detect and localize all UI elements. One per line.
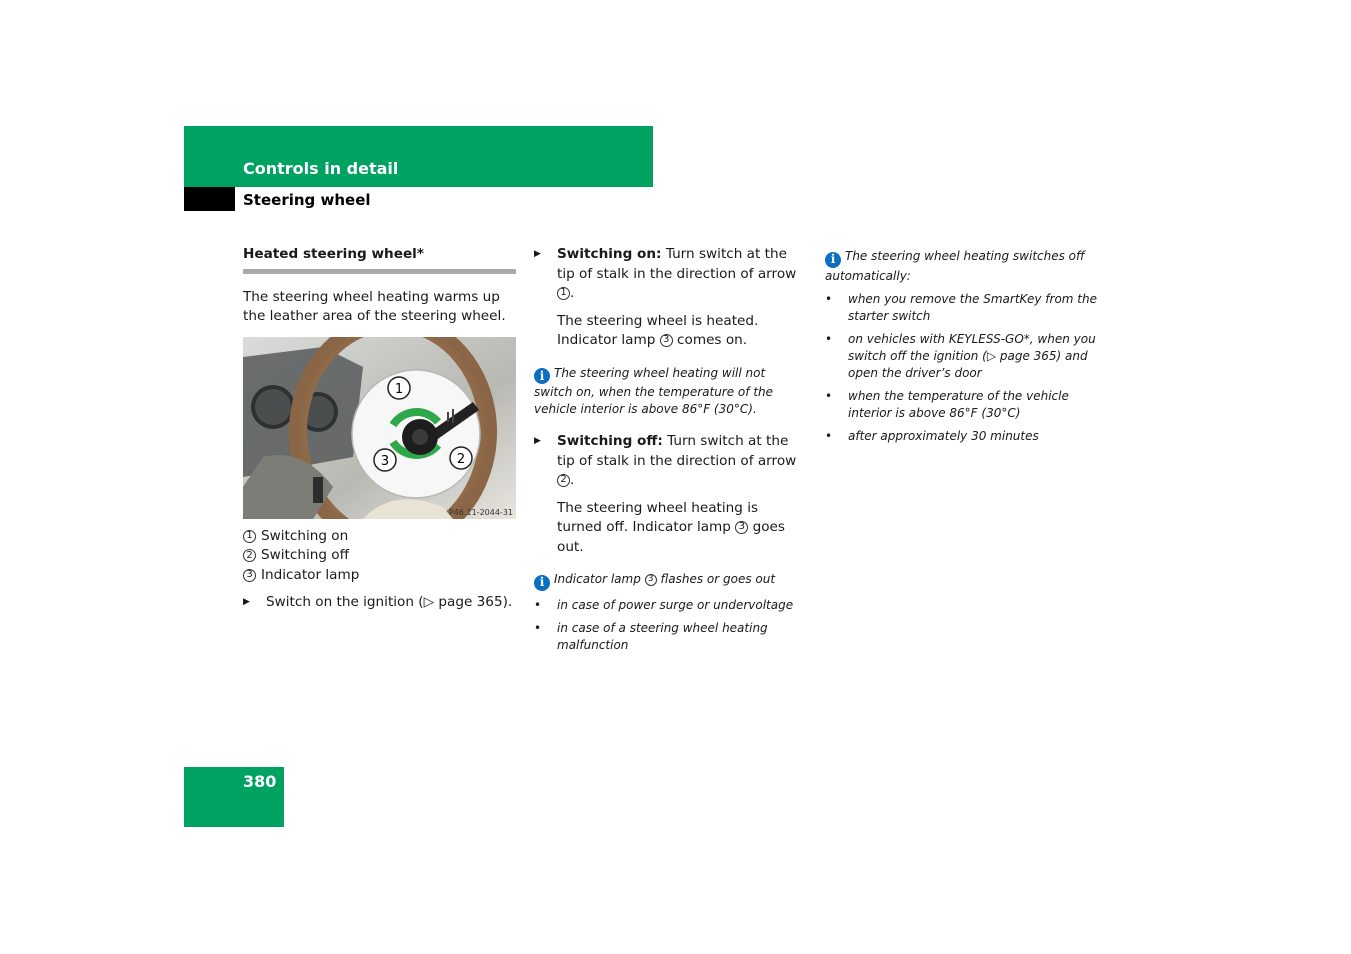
column-2 xyxy=(534,245,806,654)
step-text-part: Switch on the ignition ( xyxy=(266,594,424,610)
step-label: Switching on: xyxy=(557,246,662,262)
instruction-step-switch-off xyxy=(534,432,806,491)
instruction-step xyxy=(243,593,516,613)
bullet-icon: • xyxy=(825,388,833,403)
legend-item xyxy=(243,527,516,547)
figure-legend xyxy=(243,527,516,586)
legend-text: Switching on xyxy=(261,527,349,544)
list-item xyxy=(825,388,1101,422)
result-switch-off xyxy=(534,499,806,558)
steering-stalk-illustration xyxy=(243,337,516,519)
step-text-part: . xyxy=(570,472,575,488)
intro-paragraph: The steering wheel heating warms up the leather area of the steering wheel. xyxy=(243,288,506,324)
step-text-part: ). xyxy=(502,594,513,610)
bullet-icon: • xyxy=(534,597,542,612)
callout-number: 1 xyxy=(243,530,256,543)
callout-number: 3 xyxy=(645,574,657,586)
list-item xyxy=(825,331,1101,382)
info-text: The steering wheel heating switches off automatically: xyxy=(825,249,1085,283)
result-text-part: The steering wheel is heated. Indicator lamp xyxy=(557,312,759,348)
list-item-text: in case of a steering wheel heating malfunction xyxy=(557,620,768,652)
column-3 xyxy=(825,248,1101,445)
callout-number: 3 xyxy=(735,521,748,534)
step-text xyxy=(557,432,806,491)
legend-text: Indicator lamp xyxy=(261,566,360,583)
step-text-part: Turn switch at the tip of stalk in the direction of arrow xyxy=(557,433,797,469)
callout-number: 3 xyxy=(243,569,256,582)
section-tab-marker xyxy=(184,187,235,211)
callout-2: 2 xyxy=(456,451,466,467)
topic-heading: Heated steering wheel* xyxy=(243,245,516,274)
bullet-icon: • xyxy=(825,428,833,443)
step-text-part: . xyxy=(570,285,575,301)
info-icon: i xyxy=(534,368,550,384)
result-switch-on xyxy=(534,312,806,351)
list-item xyxy=(825,291,1101,325)
step-text xyxy=(557,245,806,304)
page-reference-link[interactable]: ▷ page 365 xyxy=(423,594,503,610)
step-text-part: Turn switch at the tip of stalk in the direction of arrow xyxy=(557,246,797,282)
bullet-icon: • xyxy=(534,620,542,635)
list-item xyxy=(534,620,806,654)
info-icon: i xyxy=(534,575,550,591)
legend-item xyxy=(243,546,516,566)
result-text-part: goes out. xyxy=(557,519,785,555)
callout-1: 1 xyxy=(394,381,404,397)
step-arrow-icon: ▶ xyxy=(534,436,541,446)
result-text-part: comes on. xyxy=(677,332,748,348)
step-text xyxy=(266,593,516,613)
legend-item xyxy=(243,566,516,586)
info-note-indicator xyxy=(534,571,806,591)
step-label: Switching off: xyxy=(557,433,663,449)
step-arrow-icon: ▶ xyxy=(243,597,250,607)
callout-number: 1 xyxy=(557,287,570,300)
steering-stalk-figure xyxy=(243,337,516,519)
list-item xyxy=(825,428,1101,445)
info-note-auto-off xyxy=(825,248,1101,285)
list-item xyxy=(534,597,806,614)
list-item-text: on vehicles with KEYLESS-GO*, when you switch off the ignition (▷ page 365) and open the driver’s door xyxy=(848,331,1096,380)
info-note-temperature xyxy=(534,365,806,419)
callout-number: 3 xyxy=(660,334,673,347)
info-icon: i xyxy=(825,252,841,268)
result-text-part: The steering wheel heating is turned off. Indicator lamp xyxy=(557,499,759,535)
step-arrow-icon: ▶ xyxy=(534,249,541,259)
page-number: 380 xyxy=(243,772,277,791)
info-text: The steering wheel heating will not switch on, when the temperature of the vehicle interior is above 86°F (30°C). xyxy=(534,365,774,416)
list-item-text: when the temperature of the vehicle interior is above 86°F (30°C) xyxy=(848,388,1069,420)
info-text: flashes or goes out xyxy=(660,572,776,586)
info-text: Indicator lamp xyxy=(554,572,641,586)
section-title: Controls in detail xyxy=(243,159,399,178)
subsection-title: Steering wheel xyxy=(243,191,371,209)
column-1 xyxy=(243,245,516,613)
callout-number: 2 xyxy=(557,474,570,487)
list-item-text: when you remove the SmartKey from the starter switch xyxy=(848,291,1097,323)
callout-3: 3 xyxy=(380,453,390,469)
figure-code: P46.11-2044-31 xyxy=(448,507,513,517)
legend-text: Switching off xyxy=(261,547,349,563)
callout-number: 2 xyxy=(243,549,256,562)
instruction-step-switch-on xyxy=(534,245,806,304)
bullet-icon: • xyxy=(825,291,833,306)
list-item-text: after approximately 30 minutes xyxy=(848,428,1039,443)
list-item-text: in case of power surge or undervoltage xyxy=(557,597,794,612)
bullet-icon: • xyxy=(825,331,833,346)
